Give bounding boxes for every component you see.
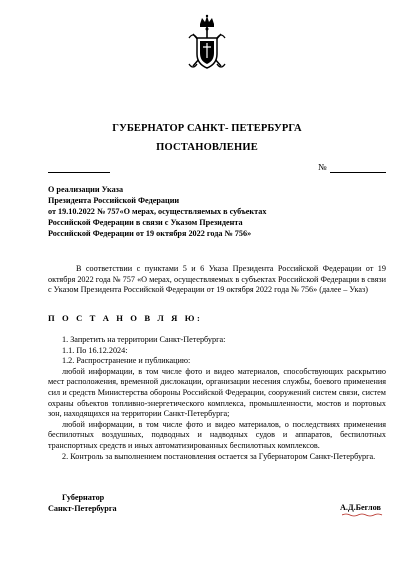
date-blank-line <box>48 172 110 173</box>
subject-line: Президента Российской Федерации <box>48 196 180 205</box>
subject-line: Российской Федерации в связи с Указом Президента <box>48 218 243 227</box>
document-body <box>48 335 386 462</box>
number-label: № <box>318 162 327 172</box>
body-paragraph: любой информации, в том числе фото и видео материалов, о последствиях применения беспилотных воздушных, подводных и надводных судов и аппаратов, беспилотных транспортных средств и иных автоматизированных беспилотных комплексов. <box>48 419 386 450</box>
signatory-city: Санкт-Петербурга <box>48 504 117 513</box>
subject-line: О реализации Указа <box>48 185 124 194</box>
signature-squiggle <box>342 513 386 517</box>
signatory-position <box>48 492 117 514</box>
clause-1-1: 1.1. По 16.12.2024: <box>62 345 128 355</box>
governor-heading: ГУБЕРНАТОР САНКТ- ПЕТЕРБУРГА <box>112 123 302 134</box>
clause-1: 1. Запретить на территории Санкт-Петербурга: <box>62 335 226 344</box>
body-paragraph: любой информации, в том числе фото и видео материалов, способствующих раскрытию мест расположения, временной дислокации, организации несения службы, боевого применения сил и средств Министерства обороны Российской Федерации, сооружений систем связи, систем охраны объектов топливно-энергетического комплекса, промышленности, мостов и портовых зон, находящихся на территории Санкт-Петербурга; <box>48 366 386 419</box>
subject-line: от 19.10.2022 № 757«О мерах, осуществляемых в субъектах <box>48 207 267 216</box>
coat-of-arms-emblem <box>187 14 227 74</box>
clause-1-2: 1.2. Распространение и публикацию: <box>62 356 191 366</box>
document-subject <box>48 184 328 239</box>
decree-word: П О С Т А Н О В Л Я Ю: <box>48 313 203 323</box>
number-blank-line <box>330 172 386 173</box>
document-type-heading: ПОСТАНОВЛЕНИЕ <box>156 142 258 153</box>
subject-line: Российской Федерации от 19 октября 2022 года № 756» <box>48 229 252 238</box>
signatory-title: Губернатор <box>62 493 105 502</box>
clause-2: 2. Контроль за выполнением постановления остается за Губернатором Санкт-Петербурга. <box>62 451 376 461</box>
signatory-name: А.Д.Беглов <box>340 503 381 512</box>
preamble-paragraph: В соответствии с пунктами 5 и 6 Указа Президента Российской Федерации от 19 октября 2022 года № 757 «О мерах, осуществляемых в субъектах Российской Федерации в связи с Указом Президента Российской Федерации от 19 октября 2022 года № 756» (далее – Указ) <box>48 264 386 295</box>
